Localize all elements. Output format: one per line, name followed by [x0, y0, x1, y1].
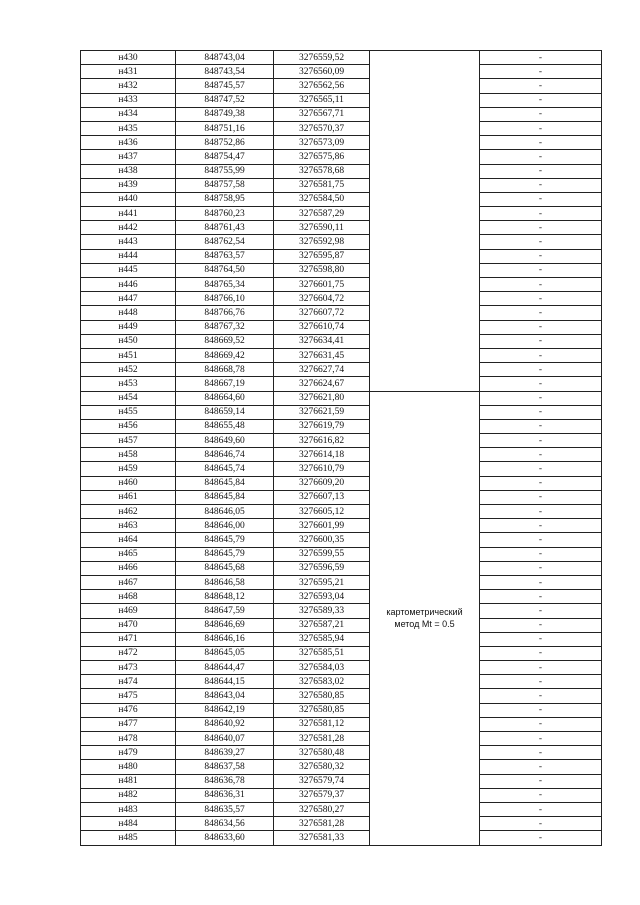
point-number-cell: н480	[81, 760, 176, 774]
x-coordinate-cell: 848752,86	[176, 136, 274, 150]
x-coordinate-cell: 848646,58	[176, 575, 274, 589]
table-row	[81, 263, 602, 277]
point-number-cell: н465	[81, 547, 176, 561]
y-coordinate-cell: 3276614,18	[274, 448, 370, 462]
table-row	[81, 732, 602, 746]
x-coordinate-cell: 848762,54	[176, 235, 274, 249]
x-coordinate-cell: 848764,50	[176, 263, 274, 277]
note-cell: -	[480, 192, 602, 206]
table-row	[81, 65, 602, 79]
x-coordinate-cell: 848755,99	[176, 164, 274, 178]
table-row	[81, 646, 602, 660]
x-coordinate-cell: 848757,58	[176, 178, 274, 192]
y-coordinate-cell: 3276621,59	[274, 405, 370, 419]
y-coordinate-cell: 3276580,32	[274, 760, 370, 774]
point-number-cell: н448	[81, 306, 176, 320]
point-number-cell: н459	[81, 462, 176, 476]
x-coordinate-cell: 848669,52	[176, 334, 274, 348]
y-coordinate-cell: 3276595,21	[274, 575, 370, 589]
note-cell: -	[480, 363, 602, 377]
y-coordinate-cell: 3276562,56	[274, 79, 370, 93]
point-number-cell: н485	[81, 831, 176, 845]
table-row	[81, 675, 602, 689]
x-coordinate-cell: 848646,05	[176, 505, 274, 519]
table-row	[81, 689, 602, 703]
point-number-cell: н474	[81, 675, 176, 689]
table-row	[81, 178, 602, 192]
table-row	[81, 462, 602, 476]
note-cell: -	[480, 717, 602, 731]
x-coordinate-cell: 848645,74	[176, 462, 274, 476]
note-cell: -	[480, 561, 602, 575]
y-coordinate-cell: 3276610,79	[274, 462, 370, 476]
point-number-cell: н457	[81, 434, 176, 448]
point-number-cell: н430	[81, 51, 176, 65]
coordinates-table-page	[80, 50, 601, 846]
y-coordinate-cell: 3276580,85	[274, 703, 370, 717]
y-coordinate-cell: 3276584,03	[274, 661, 370, 675]
x-coordinate-cell: 848640,92	[176, 717, 274, 731]
point-number-cell: н439	[81, 178, 176, 192]
x-coordinate-cell: 848743,54	[176, 65, 274, 79]
point-number-cell: н434	[81, 107, 176, 121]
table-row	[81, 79, 602, 93]
note-cell: -	[480, 107, 602, 121]
table-row	[81, 490, 602, 504]
note-cell: -	[480, 675, 602, 689]
table-row	[81, 505, 602, 519]
note-cell: -	[480, 774, 602, 788]
table-row	[81, 121, 602, 135]
x-coordinate-cell: 848634,56	[176, 817, 274, 831]
table-row	[81, 51, 602, 65]
y-coordinate-cell: 3276581,75	[274, 178, 370, 192]
point-number-cell: н442	[81, 221, 176, 235]
point-number-cell: н447	[81, 292, 176, 306]
note-cell: -	[480, 788, 602, 802]
note-cell: -	[480, 207, 602, 221]
table-row	[81, 746, 602, 760]
point-number-cell: н445	[81, 263, 176, 277]
note-cell: -	[480, 476, 602, 490]
table-row	[81, 817, 602, 831]
table-row	[81, 802, 602, 816]
x-coordinate-cell: 848637,58	[176, 760, 274, 774]
coordinates-table	[80, 50, 602, 846]
table-row	[81, 235, 602, 249]
x-coordinate-cell: 848761,43	[176, 221, 274, 235]
x-coordinate-cell: 848754,47	[176, 150, 274, 164]
table-row	[81, 632, 602, 646]
note-cell: -	[480, 419, 602, 433]
point-number-cell: н464	[81, 533, 176, 547]
x-coordinate-cell: 848644,47	[176, 661, 274, 675]
note-cell: -	[480, 575, 602, 589]
point-number-cell: н481	[81, 774, 176, 788]
point-number-cell: н462	[81, 505, 176, 519]
note-cell: -	[480, 632, 602, 646]
y-coordinate-cell: 3276601,75	[274, 278, 370, 292]
table-row	[81, 590, 602, 604]
note-cell: -	[480, 462, 602, 476]
x-coordinate-cell: 848639,27	[176, 746, 274, 760]
table-row	[81, 391, 602, 405]
point-number-cell: н443	[81, 235, 176, 249]
point-number-cell: н431	[81, 65, 176, 79]
x-coordinate-cell: 848636,78	[176, 774, 274, 788]
note-cell: -	[480, 292, 602, 306]
y-coordinate-cell: 3276610,74	[274, 320, 370, 334]
y-coordinate-cell: 3276585,94	[274, 632, 370, 646]
point-number-cell: н478	[81, 732, 176, 746]
point-number-cell: н483	[81, 802, 176, 816]
x-coordinate-cell: 848766,76	[176, 306, 274, 320]
y-coordinate-cell: 3276580,27	[274, 802, 370, 816]
y-coordinate-cell: 3276573,09	[274, 136, 370, 150]
point-number-cell: н470	[81, 618, 176, 632]
x-coordinate-cell: 848646,74	[176, 448, 274, 462]
table-row	[81, 618, 602, 632]
note-cell: -	[480, 434, 602, 448]
x-coordinate-cell: 848659,14	[176, 405, 274, 419]
point-number-cell: н473	[81, 661, 176, 675]
note-cell: -	[480, 320, 602, 334]
point-number-cell: н477	[81, 717, 176, 731]
coordinates-table-body	[81, 51, 602, 846]
table-row	[81, 136, 602, 150]
note-cell: -	[480, 519, 602, 533]
table-row	[81, 192, 602, 206]
y-coordinate-cell: 3276593,04	[274, 590, 370, 604]
note-cell: -	[480, 278, 602, 292]
table-row	[81, 476, 602, 490]
y-coordinate-cell: 3276560,09	[274, 65, 370, 79]
x-coordinate-cell: 848664,60	[176, 391, 274, 405]
table-row	[81, 207, 602, 221]
note-cell: -	[480, 65, 602, 79]
table-row	[81, 703, 602, 717]
note-cell: -	[480, 93, 602, 107]
x-coordinate-cell: 848635,57	[176, 802, 274, 816]
x-coordinate-cell: 848645,05	[176, 646, 274, 660]
point-number-cell: н444	[81, 249, 176, 263]
y-coordinate-cell: 3276583,02	[274, 675, 370, 689]
y-coordinate-cell: 3276605,12	[274, 505, 370, 519]
y-coordinate-cell: 3276570,37	[274, 121, 370, 135]
x-coordinate-cell: 848645,79	[176, 547, 274, 561]
table-row	[81, 320, 602, 334]
x-coordinate-cell: 848763,57	[176, 249, 274, 263]
x-coordinate-cell: 848646,00	[176, 519, 274, 533]
x-coordinate-cell: 848643,04	[176, 689, 274, 703]
x-coordinate-cell: 848758,95	[176, 192, 274, 206]
y-coordinate-cell: 3276631,45	[274, 348, 370, 362]
accuracy-label: метод Mt = 0.5	[394, 619, 455, 629]
table-row	[81, 278, 602, 292]
table-row	[81, 831, 602, 845]
x-coordinate-cell: 848747,52	[176, 93, 274, 107]
y-coordinate-cell: 3276634,41	[274, 334, 370, 348]
table-row	[81, 434, 602, 448]
y-coordinate-cell: 3276581,12	[274, 717, 370, 731]
y-coordinate-cell: 3276621,80	[274, 391, 370, 405]
y-coordinate-cell: 3276616,82	[274, 434, 370, 448]
x-coordinate-cell: 848743,04	[176, 51, 274, 65]
y-coordinate-cell: 3276585,51	[274, 646, 370, 660]
x-coordinate-cell: 848647,59	[176, 604, 274, 618]
x-coordinate-cell: 848640,07	[176, 732, 274, 746]
note-cell: -	[480, 79, 602, 93]
y-coordinate-cell: 3276598,80	[274, 263, 370, 277]
table-row	[81, 661, 602, 675]
x-coordinate-cell: 848751,16	[176, 121, 274, 135]
y-coordinate-cell: 3276589,33	[274, 604, 370, 618]
y-coordinate-cell: 3276584,50	[274, 192, 370, 206]
y-coordinate-cell: 3276599,55	[274, 547, 370, 561]
table-row	[81, 292, 602, 306]
point-number-cell: н451	[81, 348, 176, 362]
point-number-cell: н449	[81, 320, 176, 334]
note-cell: -	[480, 121, 602, 135]
x-coordinate-cell: 848760,23	[176, 207, 274, 221]
note-cell: -	[480, 689, 602, 703]
note-cell: -	[480, 533, 602, 547]
y-coordinate-cell: 3276565,11	[274, 93, 370, 107]
x-coordinate-cell: 848645,68	[176, 561, 274, 575]
y-coordinate-cell: 3276567,71	[274, 107, 370, 121]
x-coordinate-cell: 848645,84	[176, 476, 274, 490]
note-cell: -	[480, 505, 602, 519]
point-number-cell: н476	[81, 703, 176, 717]
y-coordinate-cell: 3276619,79	[274, 419, 370, 433]
x-coordinate-cell: 848668,78	[176, 363, 274, 377]
y-coordinate-cell: 3276624,67	[274, 377, 370, 391]
table-row	[81, 774, 602, 788]
point-number-cell: н440	[81, 192, 176, 206]
note-cell: -	[480, 391, 602, 405]
y-coordinate-cell: 3276579,37	[274, 788, 370, 802]
point-number-cell: н458	[81, 448, 176, 462]
note-cell: -	[480, 150, 602, 164]
point-number-cell: н446	[81, 278, 176, 292]
point-number-cell: н441	[81, 207, 176, 221]
point-number-cell: н461	[81, 490, 176, 504]
y-coordinate-cell: 3276581,28	[274, 732, 370, 746]
note-cell: -	[480, 221, 602, 235]
table-row	[81, 604, 602, 618]
x-coordinate-cell: 848667,19	[176, 377, 274, 391]
x-coordinate-cell: 848745,57	[176, 79, 274, 93]
point-number-cell: н467	[81, 575, 176, 589]
x-coordinate-cell: 848636,31	[176, 788, 274, 802]
note-cell: -	[480, 51, 602, 65]
point-number-cell: н438	[81, 164, 176, 178]
point-number-cell: н456	[81, 419, 176, 433]
table-row	[81, 788, 602, 802]
point-number-cell: н454	[81, 391, 176, 405]
y-coordinate-cell: 3276581,33	[274, 831, 370, 845]
method-label: картометрический	[386, 607, 463, 617]
point-number-cell: н468	[81, 590, 176, 604]
table-row	[81, 93, 602, 107]
note-cell: -	[480, 164, 602, 178]
y-coordinate-cell: 3276627,74	[274, 363, 370, 377]
point-number-cell: н479	[81, 746, 176, 760]
note-cell: -	[480, 235, 602, 249]
y-coordinate-cell: 3276579,74	[274, 774, 370, 788]
y-coordinate-cell: 3276578,68	[274, 164, 370, 178]
note-cell: -	[480, 263, 602, 277]
x-coordinate-cell: 848646,16	[176, 632, 274, 646]
note-cell: -	[480, 547, 602, 561]
table-row	[81, 334, 602, 348]
y-coordinate-cell: 3276581,28	[274, 817, 370, 831]
table-row	[81, 348, 602, 362]
y-coordinate-cell: 3276575,86	[274, 150, 370, 164]
point-number-cell: н463	[81, 519, 176, 533]
y-coordinate-cell: 3276587,21	[274, 618, 370, 632]
x-coordinate-cell: 848649,60	[176, 434, 274, 448]
y-coordinate-cell: 3276609,20	[274, 476, 370, 490]
note-cell: -	[480, 448, 602, 462]
note-cell: -	[480, 732, 602, 746]
note-cell: -	[480, 377, 602, 391]
y-coordinate-cell: 3276590,11	[274, 221, 370, 235]
table-row	[81, 519, 602, 533]
y-coordinate-cell: 3276580,48	[274, 746, 370, 760]
table-row	[81, 547, 602, 561]
table-row	[81, 760, 602, 774]
point-number-cell: н466	[81, 561, 176, 575]
method-cell	[370, 391, 480, 845]
table-row	[81, 561, 602, 575]
note-cell: -	[480, 490, 602, 504]
point-number-cell: н433	[81, 93, 176, 107]
x-coordinate-cell: 848765,34	[176, 278, 274, 292]
point-number-cell: н453	[81, 377, 176, 391]
method-cell-upper	[370, 51, 480, 392]
y-coordinate-cell: 3276580,85	[274, 689, 370, 703]
y-coordinate-cell: 3276607,13	[274, 490, 370, 504]
point-number-cell: н469	[81, 604, 176, 618]
table-row	[81, 306, 602, 320]
point-number-cell: н484	[81, 817, 176, 831]
table-row	[81, 717, 602, 731]
note-cell: -	[480, 746, 602, 760]
point-number-cell: н460	[81, 476, 176, 490]
point-number-cell: н472	[81, 646, 176, 660]
table-row	[81, 377, 602, 391]
note-cell: -	[480, 760, 602, 774]
note-cell: -	[480, 590, 602, 604]
x-coordinate-cell: 848766,10	[176, 292, 274, 306]
y-coordinate-cell: 3276607,72	[274, 306, 370, 320]
note-cell: -	[480, 831, 602, 845]
table-row	[81, 164, 602, 178]
y-coordinate-cell: 3276596,59	[274, 561, 370, 575]
y-coordinate-cell: 3276604,72	[274, 292, 370, 306]
table-row	[81, 419, 602, 433]
x-coordinate-cell: 848646,69	[176, 618, 274, 632]
note-cell: -	[480, 618, 602, 632]
note-cell: -	[480, 136, 602, 150]
x-coordinate-cell: 848644,15	[176, 675, 274, 689]
note-cell: -	[480, 802, 602, 816]
y-coordinate-cell: 3276587,29	[274, 207, 370, 221]
note-cell: -	[480, 306, 602, 320]
x-coordinate-cell: 848655,48	[176, 419, 274, 433]
y-coordinate-cell: 3276559,52	[274, 51, 370, 65]
note-cell: -	[480, 817, 602, 831]
x-coordinate-cell: 848648,12	[176, 590, 274, 604]
y-coordinate-cell: 3276595,87	[274, 249, 370, 263]
point-number-cell: н450	[81, 334, 176, 348]
note-cell: -	[480, 178, 602, 192]
table-row	[81, 150, 602, 164]
x-coordinate-cell: 848767,32	[176, 320, 274, 334]
table-row	[81, 363, 602, 377]
note-cell: -	[480, 604, 602, 618]
note-cell: -	[480, 661, 602, 675]
y-coordinate-cell: 3276592,98	[274, 235, 370, 249]
table-row	[81, 448, 602, 462]
point-number-cell: н435	[81, 121, 176, 135]
table-row	[81, 405, 602, 419]
note-cell: -	[480, 703, 602, 717]
point-number-cell: н471	[81, 632, 176, 646]
point-number-cell: н436	[81, 136, 176, 150]
point-number-cell: н455	[81, 405, 176, 419]
x-coordinate-cell: 848645,79	[176, 533, 274, 547]
table-row	[81, 249, 602, 263]
note-cell: -	[480, 334, 602, 348]
table-row	[81, 107, 602, 121]
x-coordinate-cell: 848642,19	[176, 703, 274, 717]
y-coordinate-cell: 3276601,99	[274, 519, 370, 533]
point-number-cell: н452	[81, 363, 176, 377]
x-coordinate-cell: 848633,60	[176, 831, 274, 845]
note-cell: -	[480, 348, 602, 362]
point-number-cell: н482	[81, 788, 176, 802]
table-row	[81, 575, 602, 589]
y-coordinate-cell: 3276600,35	[274, 533, 370, 547]
note-cell: -	[480, 405, 602, 419]
x-coordinate-cell: 848645,84	[176, 490, 274, 504]
point-number-cell: н432	[81, 79, 176, 93]
x-coordinate-cell: 848669,42	[176, 348, 274, 362]
table-row	[81, 221, 602, 235]
point-number-cell: н475	[81, 689, 176, 703]
point-number-cell: н437	[81, 150, 176, 164]
table-row	[81, 533, 602, 547]
x-coordinate-cell: 848749,38	[176, 107, 274, 121]
note-cell: -	[480, 646, 602, 660]
note-cell: -	[480, 249, 602, 263]
